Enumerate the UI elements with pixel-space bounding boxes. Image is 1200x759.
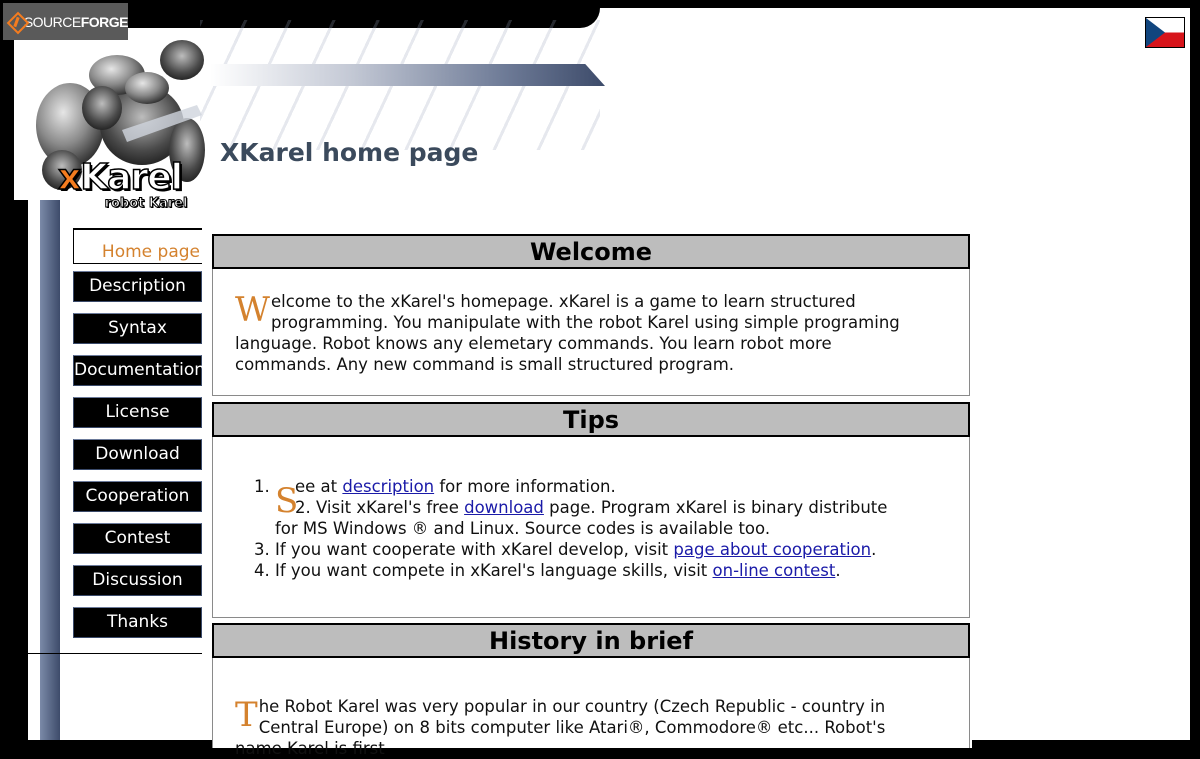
download-link[interactable]: download bbox=[464, 498, 544, 517]
tip-item-3 bbox=[275, 539, 889, 560]
sourceforge-label bbox=[24, 14, 128, 30]
nav-item-discussion[interactable]: Discussion bbox=[73, 565, 202, 596]
sourceforge-label-regular: SOURCE bbox=[23, 13, 81, 30]
tip-item-1-after: for more information. bbox=[434, 477, 616, 496]
nav-item-thanks[interactable]: Thanks bbox=[73, 607, 202, 638]
logo-subtitle: robot Karel bbox=[104, 196, 188, 211]
nav-item-license[interactable]: License bbox=[73, 397, 202, 428]
czech-flag-icon[interactable] bbox=[1145, 17, 1185, 48]
welcome-dropcap: W bbox=[235, 290, 270, 330]
history-text: he Robot Karel was very popular in our country (Czech Republic - country in Central Europe) on 8 bits computer like Atari®, Commodore® etc... Robot's name Karel is first bbox=[235, 697, 886, 758]
nav-item-cooperation[interactable]: Cooperation bbox=[73, 481, 202, 512]
nav-item-documentation[interactable]: Documentation bbox=[73, 355, 202, 386]
history-body bbox=[212, 658, 970, 758]
logo-title-rest: Karel bbox=[80, 157, 182, 198]
tip-item-4-text: If you want compete in xKarel's language skills, visit bbox=[275, 561, 713, 580]
tip-item-1 bbox=[275, 476, 889, 539]
tips-list bbox=[213, 476, 889, 581]
left-decorative-bar bbox=[40, 200, 60, 740]
tip-item-4-after: . bbox=[835, 561, 841, 580]
contest-link[interactable]: on-line contest bbox=[712, 561, 836, 580]
tip-item-1-text: ee at bbox=[295, 477, 343, 496]
history-section bbox=[212, 623, 972, 758]
logo-title bbox=[30, 157, 210, 198]
page-left-border-inner bbox=[14, 200, 28, 740]
welcome-body bbox=[212, 269, 970, 396]
history-heading: History in brief bbox=[212, 623, 970, 658]
page-left-border bbox=[0, 8, 14, 740]
cooperation-link[interactable]: page about cooperation bbox=[673, 540, 872, 559]
welcome-heading: Welcome bbox=[212, 234, 970, 269]
tip-item-3-text: If you want cooperate with xKarel develop, visit bbox=[275, 540, 674, 559]
welcome-section bbox=[212, 234, 972, 396]
side-navigation bbox=[73, 228, 206, 649]
sourceforge-logo-icon bbox=[8, 13, 20, 31]
nav-divider bbox=[28, 653, 202, 654]
nav-item-description[interactable]: Description bbox=[73, 271, 202, 302]
tips-heading: Tips bbox=[212, 402, 970, 437]
tips-dropcap: S bbox=[275, 481, 299, 521]
history-dropcap: T bbox=[235, 695, 258, 735]
nav-item-syntax[interactable]: Syntax bbox=[73, 313, 202, 344]
sourceforge-label-bold: FORGE bbox=[80, 13, 128, 30]
tips-body bbox=[212, 437, 970, 618]
logo-title-x: x bbox=[58, 157, 81, 198]
page-title: XKarel home page bbox=[220, 138, 479, 167]
nav-item-download[interactable]: Download bbox=[73, 439, 202, 470]
tips-section bbox=[212, 402, 972, 618]
tip-item-2-text: 2. Visit xKarel's free bbox=[295, 498, 465, 517]
tip-item-2-after: page. Program xKarel is binary distribute for MS Windows ® and Linux. Source codes is available too. bbox=[275, 498, 888, 538]
description-link[interactable]: description bbox=[342, 477, 435, 496]
nav-item-home-page[interactable]: Home page bbox=[73, 228, 202, 264]
tip-item-4 bbox=[275, 560, 889, 581]
nav-item-contest[interactable]: Contest bbox=[73, 523, 202, 554]
tip-item-3-after: . bbox=[871, 540, 877, 559]
header-band-graphic bbox=[210, 64, 605, 86]
welcome-text: elcome to the xKarel's homepage. xKarel is a game to learn structured programming. You manipulate with the robot Karel using simple programing language. Robot knows any elemetary commands. You learn robot more commands. Any new command is small structured program. bbox=[235, 292, 900, 374]
